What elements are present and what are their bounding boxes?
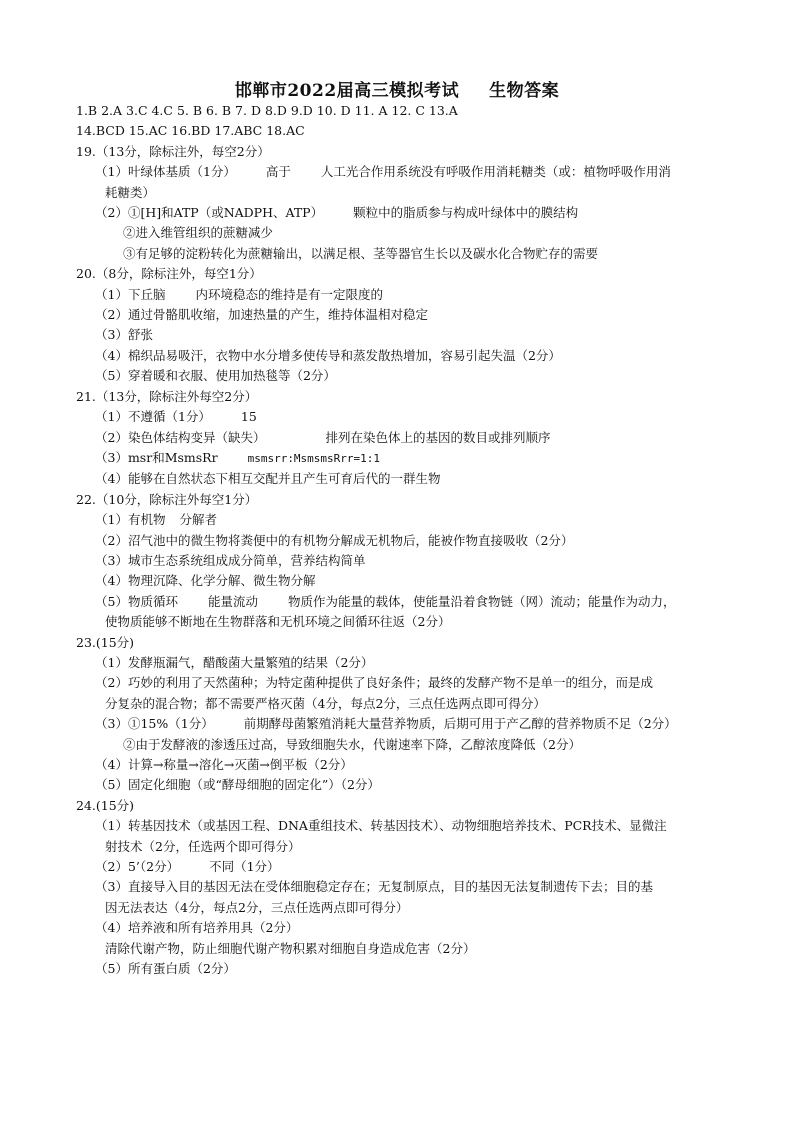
mc-answers-line-1: 1.B 2.A 3.C 4.C 5. B 6. B 7. D 8.D 9.D 10. D 11. A 12. C 13.A: [76, 103, 458, 118]
q20-part1-ans-a: （1）下丘脑: [95, 286, 166, 302]
q21-part4: （4）能够在自然状态下相互交配并且产生可育后代的一群生物: [95, 471, 441, 487]
q20-heading: 20.（8分，除标注外，每空1分）: [76, 266, 262, 282]
q20-part4: （4）棉织品易吸汗，衣物中水分增多使传导和蒸发散热增加，容易引起失温（2分）: [95, 347, 561, 363]
q19-part2-ans-b: 颗粒中的脂质参与构成叶绿体中的膜结构: [353, 205, 579, 221]
q22-part5: [76, 592, 736, 612]
q21-part2: [76, 428, 736, 448]
q23-part2: （2）巧妙的利用了天然菌种；为特定菌种提供了良好条件；最终的发酵产物不是单一的组分，而是成: [95, 675, 653, 691]
q23-part5: （5）固定化细胞（或“酵母细胞的固定化”）（2分）: [95, 777, 380, 793]
q24-part1: （1）转基因技术（或基因工程、DNA重组技术、转基因技术）、动物细胞培养技术、PCR技术、显微注: [95, 818, 667, 834]
q24-part4-cont: 清除代谢产物，防止细胞代谢产物积累对细胞自身造成危害（2分）: [105, 940, 476, 956]
q24-part2: [76, 857, 736, 877]
q23-part2-cont: 分复杂的混合物；都不需要严格灭菌（4分，每点2分，三点任选两点即可得分）: [105, 695, 546, 711]
q24-heading: 24.(15分): [76, 797, 135, 813]
q23-part3-ans-a: （3）①15%（1分）: [95, 716, 214, 732]
q19-part2-item3: ③有足够的淀粉转化为蔗糖输出，以满足根、茎等器官生长以及碳水化合物贮存的需要: [123, 245, 599, 261]
answer-content: [76, 101, 736, 979]
title-main: 邯郸市2022届高三模拟考试: [234, 81, 460, 101]
q21-part2-ans-b: 排列在染色体上的基因的数目或排列顺序: [325, 429, 551, 445]
q22-part4: （4）物理沉降、化学分解、微生物分解: [95, 573, 316, 589]
q24-part3: （3）直接导入目的基因无法在受体细胞稳定存在；无复制原点，目的基因无法复制遗传下去；目的基: [95, 879, 653, 895]
q22-heading: 22.（10分，除标注外每空1分）: [76, 491, 258, 507]
q21-part3-ans-a: （3）msr和MsmsRr: [95, 449, 218, 465]
q20-part5: （5）穿着暖和衣服、使用加热毯等（2分）: [95, 368, 336, 384]
q22-part1-ans-b: 分解者: [179, 512, 217, 528]
q19-part1-ans-c: 人工光合作用系统没有呼吸作用消耗糖类（或：植物呼吸作用消: [320, 164, 671, 180]
q19-part1-ans-a: （1）叶绿体基质（1分）: [95, 164, 236, 180]
q20-part1: [76, 285, 736, 305]
q20-part2: （2）通过骨骼肌收缩，加速热量的产生，维持体温相对稳定: [95, 307, 428, 323]
mc-answers-line-2: 14.BCD 15.AC 16.BD 17.ABC 18.AC: [76, 123, 305, 139]
page-title: [0, 76, 794, 101]
q22-part5-ans-c: 物质作为能量的载体，使能量沿着食物链（网）流动；能量作为动力，: [287, 593, 676, 609]
q24-part2-ans-b: 不同（1分）: [209, 859, 280, 875]
title-subject: 生物答案: [489, 81, 560, 101]
q19-part2: [76, 203, 736, 223]
q21-part1: [76, 407, 736, 427]
q23-part3: [76, 714, 736, 734]
q21-heading: 21.（13分，除标注外每空2分）: [76, 388, 258, 404]
q24-part2-ans-a: （2）5’（2分）: [95, 859, 180, 875]
q22-part5-ans-a: （5）物质循环: [95, 593, 178, 609]
q21-part3-ans-b: msmsrr:MsmsmsRrr=1:1: [247, 451, 381, 465]
q24-part4: （4）培养液和所有培养用具（2分）: [95, 920, 299, 936]
q23-part4: （4）计算→称量→溶化→灭菌→倒平板（2分）: [95, 757, 353, 772]
q24-part3-cont: 因无法表达（4分，每点2分，三点任选两点即可得分）: [105, 899, 409, 915]
q22-part2: （2）沼气池中的微生物将粪便中的有机物分解成无机物后，能被作物直接吸收（2分）: [95, 532, 574, 548]
q21-part1-ans-a: （1）不遵循（1分）: [95, 409, 211, 425]
q19-part1-cont: 耗糖类）: [105, 184, 156, 200]
q21-part2-ans-a: （2）染色体结构变异（缺失）: [95, 429, 266, 445]
q23-heading: 23.(15分): [76, 634, 135, 650]
q19-part1-ans-b: 高于: [265, 164, 291, 180]
q23-part3-ans-b: 前期酵母菌繁殖消耗大量营养物质，后期可用于产乙醇的营养物质不足（2分）: [243, 716, 677, 732]
q19-part1: [76, 162, 736, 182]
q22-part3: （3）城市生态系统组成成分简单，营养结构简单: [95, 552, 366, 568]
q19-part2-item2: ②进入维管组织的蔗糖减少: [123, 225, 274, 241]
q22-part1-ans-a: （1）有机物: [95, 512, 166, 528]
q22-part1: [76, 510, 736, 530]
q20-part1-ans-b: 内环境稳态的维持是有一定限度的: [195, 286, 383, 302]
q23-part3-item2: ②由于发酵液的渗透压过高，导致细胞失水，代谢速率下降，乙醇浓度降低（2分）: [123, 736, 581, 752]
q22-part5-cont: 使物质能够不断地在生物群落和无机环境之间循环往返（2分）: [105, 614, 451, 630]
q21-part3: [76, 448, 736, 469]
q24-part1-cont: 射技术（2分，任选两个即可得分）: [105, 838, 301, 854]
q22-part5-ans-b: 能量流动: [207, 593, 258, 609]
q24-part5: （5）所有蛋白质（2分）: [95, 961, 236, 977]
q19-part2-ans-a: （2）①[H]和ATP（或NADPH、ATP）: [95, 205, 324, 221]
q21-part1-ans-b: 15: [240, 409, 257, 425]
q20-part3: （3）舒张: [95, 327, 153, 343]
q23-part1: （1）发酵瓶漏气，醋酸菌大量繁殖的结果（2分）: [95, 654, 374, 670]
q19-heading: 19.（13分，除标注外，每空2分）: [76, 143, 270, 159]
